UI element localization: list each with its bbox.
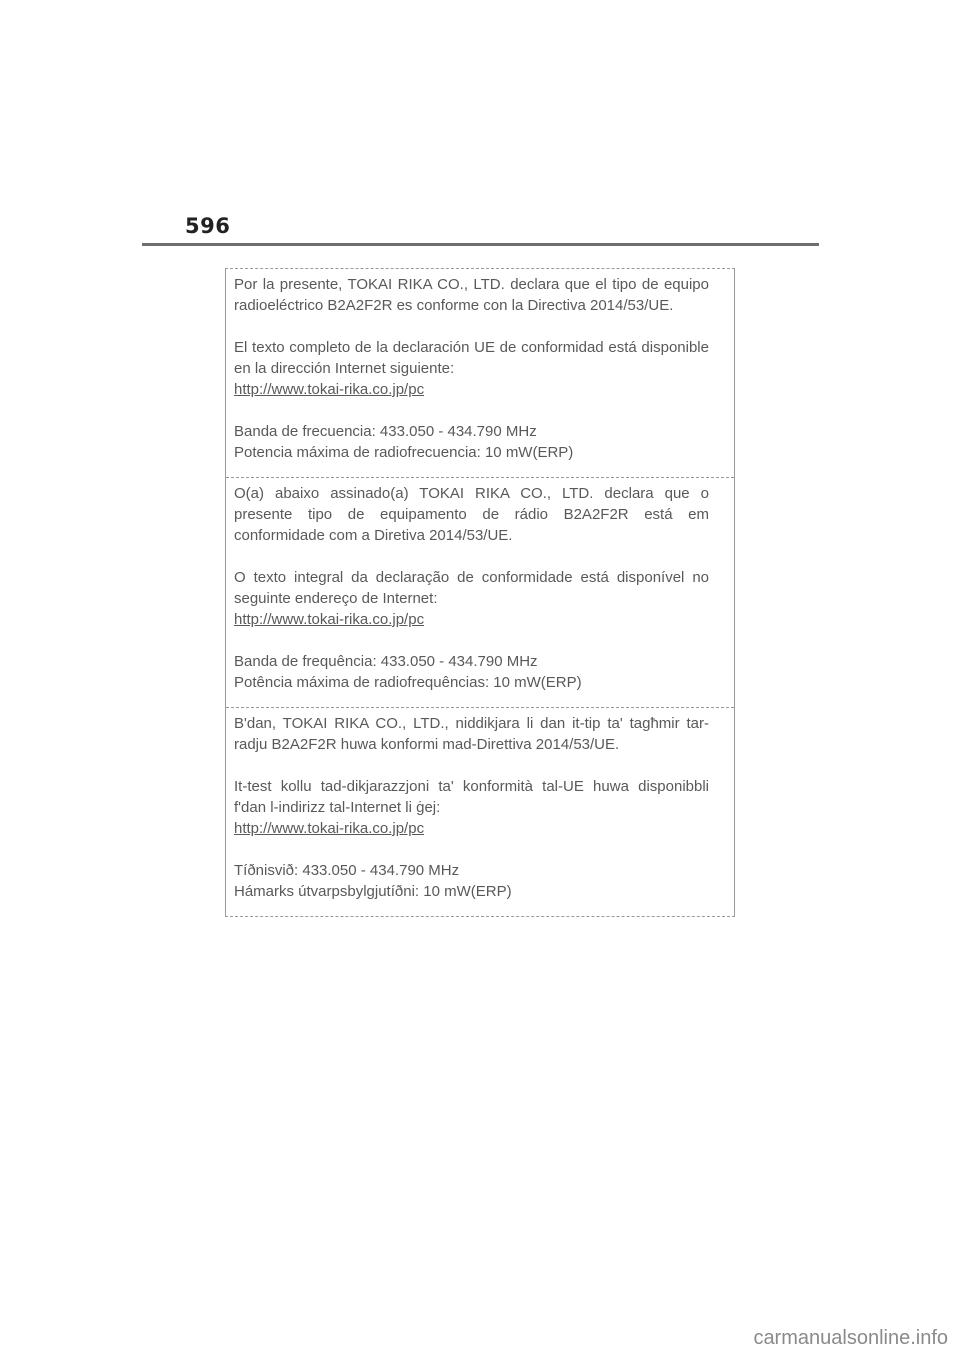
declaration-text: Por la presente, TOKAI RIKA CO., LTD. declara que el tipo de equipo radioeléctrico B2A2F2R es conforme con la Directiva 2014/53/UE. [234,276,709,314]
page-number: 596 [185,214,231,238]
max-power: Hámarks útvarpsbylgjutíðni: 10 mW(ERP) [234,883,512,900]
fulltext-intro: O texto integral da declaração de conformidade está disponível no seguinte endereço de Internet: [234,569,709,607]
declaration-box [225,268,735,917]
max-power: Potencia máxima de radiofrecuencia: 10 mW(ERP) [234,444,574,461]
frequency-band: Banda de frecuencia: 433.050 - 434.790 MHz [234,423,537,440]
header-rule [142,243,819,246]
declaration-link[interactable]: http://www.tokai-rika.co.jp/pc [234,381,425,398]
frequency-band: Banda de frequência: 433.050 - 434.790 MHz [234,653,538,670]
watermark: carmanualsonline.info [753,1327,948,1349]
fulltext-intro: El texto completo de la declaración UE de conformidad está disponible en la dirección Internet siguiente: [234,339,709,377]
declaration-link[interactable]: http://www.tokai-rika.co.jp/pc [234,820,425,837]
fulltext-intro: It-test kollu tad-dikjarazzjoni ta' konformità tal-UE huwa disponibbli f'dan l-indirizz tal-Internet li ġej: [234,778,709,816]
declaration-text: B'dan, TOKAI RIKA CO., LTD., niddikjara li dan it-tip ta' tagħmir tar-radju B2A2F2R huwa konformi mad-Direttiva 2014/53/UE. [234,715,709,753]
declaration-text: O(a) abaixo assinado(a) TOKAI RIKA CO., LTD. declara que o presente tipo de equipamento de rádio B2A2F2R está em conformidade com a Diretiva 2014/53/UE. [234,485,709,544]
max-power: Potência máxima de radiofrequências: 10 mW(ERP) [234,674,582,691]
declaration-section-spanish [226,269,734,477]
declaration-section-portuguese [226,477,734,707]
declaration-section-maltese-icelandic [226,707,734,916]
declaration-link[interactable]: http://www.tokai-rika.co.jp/pc [234,611,425,628]
frequency-band: Tíðnisvið: 433.050 - 434.790 MHz [234,862,460,879]
